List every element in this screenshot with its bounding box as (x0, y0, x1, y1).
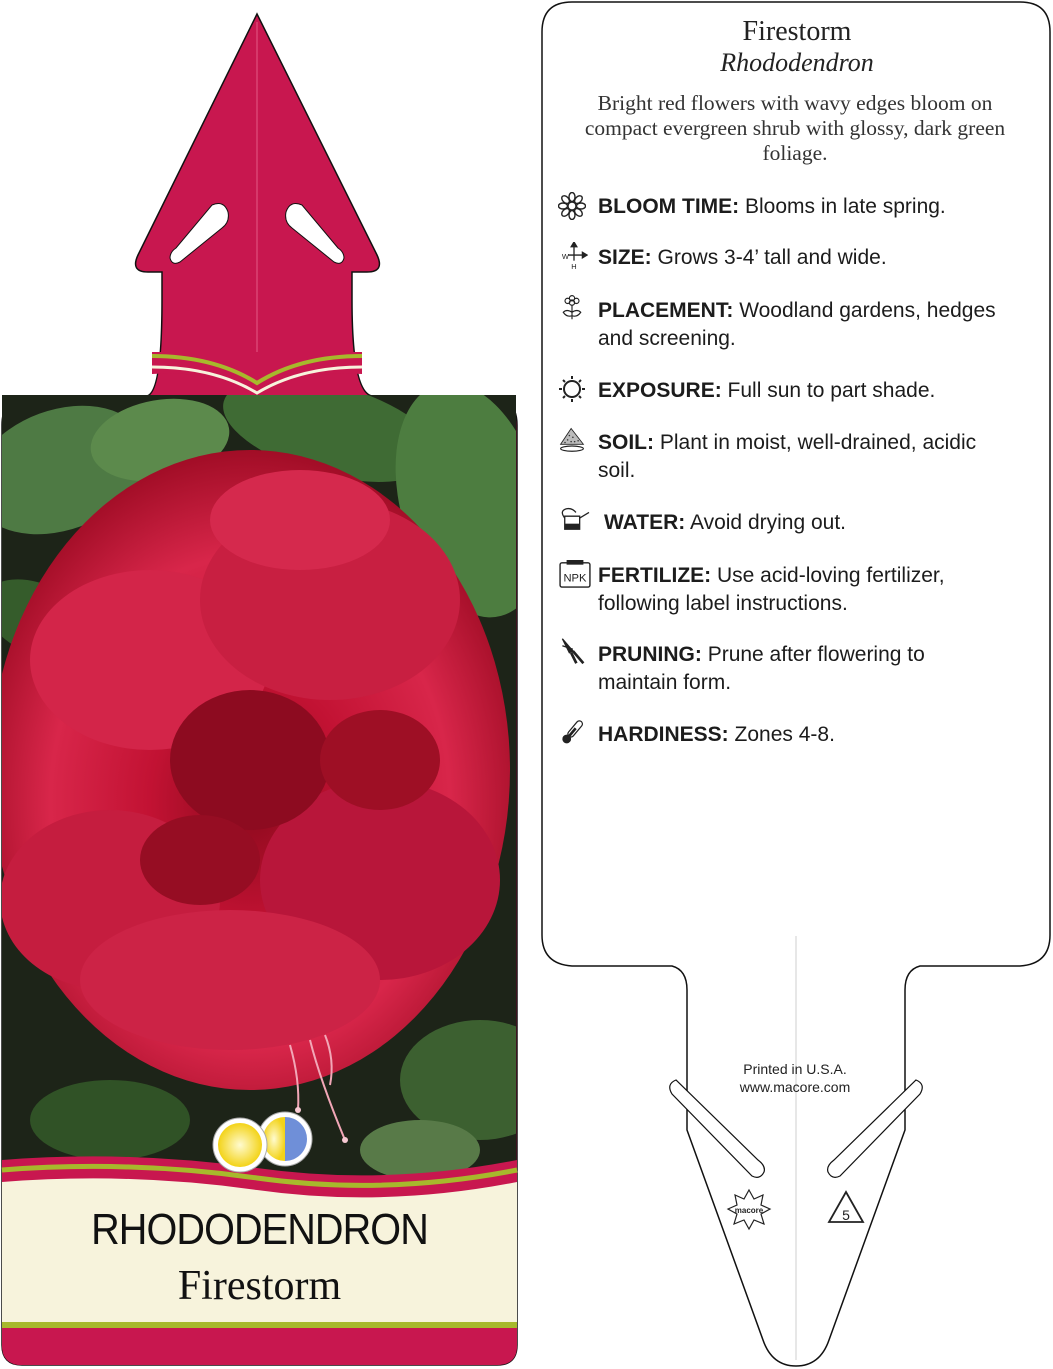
care-placement: PLACEMENT: Woodland gardens, hedges and screening. (598, 299, 996, 350)
care-hardiness: HARDINESS: Zones 4-8. (598, 723, 835, 746)
printed-info (705, 1060, 885, 1096)
thermometer-icon (558, 718, 586, 746)
svg-text:NPK: NPK (563, 572, 587, 585)
front-cultivar-name: Firestorm (177, 1263, 342, 1309)
care-water: WATER: Avoid drying out. (604, 511, 846, 534)
care-soil: SOIL: Plant in moist, well-drained, acidic soil. (598, 431, 977, 482)
printed-country: Printed in U.S.A. (743, 1061, 847, 1077)
back-description: Bright red flowers with wavy edges bloom on compact evergreen shrub with glossy, dark green foliage. (584, 91, 1006, 165)
svg-text:5: 5 (842, 1207, 850, 1223)
care-fertilize: FERTILIZE: Use acid-loving fertilizer, following label instructions. (598, 564, 945, 615)
plants-icon (558, 293, 586, 321)
care-size: SIZE: Grows 3-4’ tall and wide. (598, 246, 887, 269)
flower-icon (558, 192, 586, 220)
care-exposure: EXPOSURE: Full sun to part shade. (598, 379, 936, 402)
front-label-panel (2, 1156, 517, 1365)
printed-website: www.macore.com (739, 1079, 851, 1095)
svg-text:H: H (571, 262, 577, 270)
svg-text:W: W (561, 251, 569, 261)
svg-text:macore: macore (734, 1206, 764, 1215)
back-title: Firestorm (742, 16, 852, 47)
care-bloom-time: BLOOM TIME: Blooms in late spring. (598, 195, 946, 218)
size-arrows-icon (560, 242, 588, 270)
flower-photo (0, 358, 569, 1185)
pruners-icon (558, 637, 586, 665)
care-pruning: PRUNING: Prune after flowering to maintain form. (598, 643, 925, 694)
sun-icon (218, 1123, 262, 1167)
back-latin-name: Rhododendron (720, 48, 874, 77)
sun-outline-icon (558, 375, 586, 403)
front-common-name: RHODODENDRON (91, 1205, 428, 1254)
watering-can-icon (558, 505, 592, 533)
npk-icon (558, 560, 592, 588)
soil-icon (558, 425, 586, 453)
